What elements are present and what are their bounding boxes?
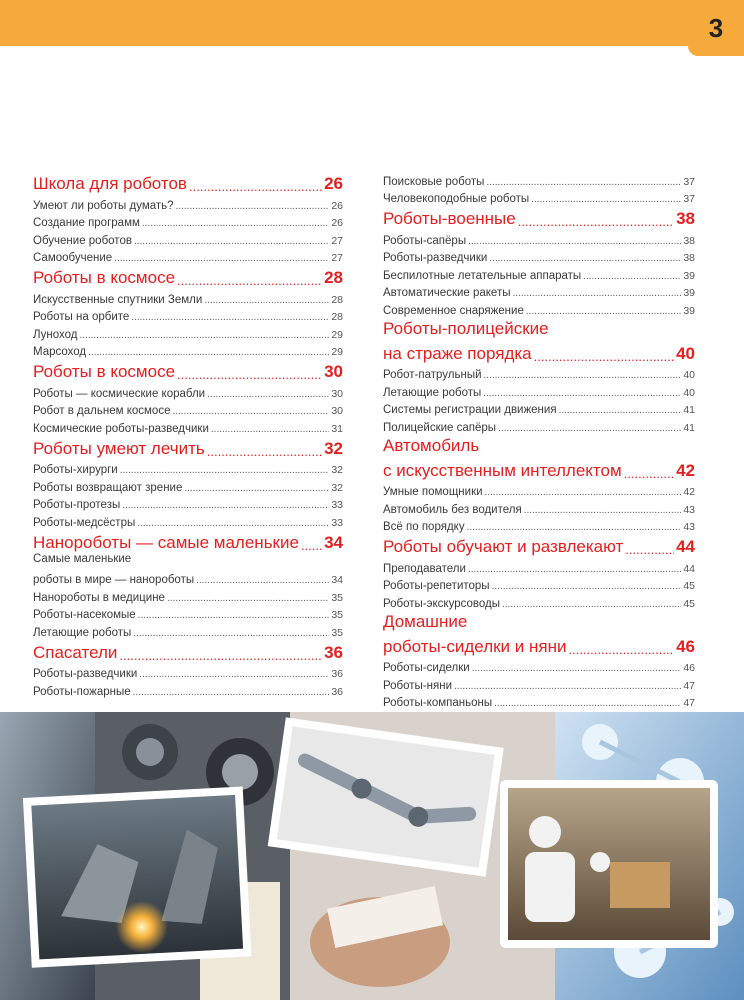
dot-leader [211, 424, 329, 435]
toc-heading-line: Самые маленькие [33, 552, 132, 565]
toc-subsection-entry [33, 212, 343, 230]
toc-entry-page: 43 [683, 503, 695, 516]
toc-entry-page: 28 [324, 268, 343, 287]
toc-right-column [383, 170, 695, 709]
toc-subsection-entry [33, 604, 343, 622]
toc-entry-page: 34 [331, 574, 343, 586]
dot-leader [204, 295, 329, 306]
toc-entry-title: Нанороботы в медицине [33, 591, 165, 604]
toc-entry-title: Поисковые роботы [383, 175, 485, 188]
dot-leader [526, 306, 681, 317]
toc-entry-title: Роботы-компаньоны [383, 697, 493, 709]
toc-entry-page: 40 [683, 369, 695, 381]
toc-entry-title: на страже порядка [383, 343, 532, 363]
toc-entry-title: Автомобиль без водителя [383, 503, 522, 516]
dot-leader [138, 610, 330, 621]
photo-factory-welding [23, 786, 252, 967]
toc-entry-title: Системы регистрации движения [383, 404, 557, 416]
toc-subsection-entry [383, 381, 695, 399]
toc-entry-title: с искусственным интеллектом [383, 460, 622, 480]
toc-entry-title: Роботы возвращают зрение [33, 481, 183, 494]
dot-leader [454, 681, 681, 692]
toc-entry-page: 46 [676, 636, 695, 656]
toc-entry-title: Летающие роботы [33, 626, 132, 639]
toc-subsection-entry [383, 498, 695, 516]
toc-entry-page: 44 [676, 537, 695, 556]
toc-section-entry [33, 360, 343, 382]
toc-subsection-entry [383, 299, 695, 317]
toc-section-entry [383, 535, 695, 557]
toc-entry-title: Роботы-пожарные [33, 685, 131, 698]
dot-leader [486, 177, 681, 188]
toc-entry-page: 45 [683, 597, 695, 610]
toc-subsection-entry [33, 306, 343, 324]
toc-entry-page: 32 [331, 464, 343, 476]
toc-subsection-entry [33, 663, 343, 681]
toc-section-entry [33, 266, 343, 288]
toc-entry-title: Беспилотные летательные аппараты [383, 269, 582, 282]
toc-subsection-entry [383, 575, 695, 593]
dot-leader [139, 669, 329, 680]
dot-leader [120, 465, 330, 476]
toc-entry-page: 47 [683, 679, 695, 692]
toc-subsection-entry [33, 586, 343, 604]
toc-subsection-entry [33, 511, 343, 529]
toc-entry-title: Робот-патрульный [383, 369, 482, 381]
page-number: 3 [708, 12, 724, 43]
dot-leader [189, 179, 322, 194]
toc-entry-page: 36 [331, 685, 343, 698]
toc-subsection-entry [33, 459, 343, 477]
toc-subsection-entry [33, 229, 343, 247]
toc-entry-page: 28 [331, 311, 343, 323]
toc-entry-title: Роботы-сиделки [383, 662, 470, 674]
toc-entry-title: Автоматические ракеты [383, 287, 511, 299]
toc-entry-page: 40 [676, 343, 695, 363]
dot-leader [131, 312, 329, 323]
toc-subsection-entry [383, 170, 695, 188]
toc-entry-title: Полицейские сапёры [383, 421, 497, 434]
toc-entry-page: 38 [683, 234, 695, 247]
toc-entry-page: 26 [331, 199, 343, 212]
toc-entry-title: Нанороботы — самые маленькие [33, 532, 299, 552]
toc-entry-title: Луноход [33, 328, 78, 341]
dot-leader [172, 406, 329, 417]
toc-entry-page: 35 [331, 591, 343, 604]
toc-subsection-entry [383, 657, 695, 675]
toc-entry-page: 39 [683, 304, 695, 317]
toc-entry-page: 36 [324, 642, 343, 662]
toc-entry-page: 44 [683, 562, 695, 575]
toc-subsection-entry [33, 288, 343, 306]
toc-subsection-entry [383, 282, 695, 300]
toc-section-entry [383, 635, 695, 657]
dot-leader [489, 253, 681, 264]
toc-entry-title: Робот в дальнем космосе [33, 405, 171, 417]
toc-entry-title: Самообучение [33, 252, 113, 264]
toc-entry-page: 41 [683, 404, 695, 416]
toc-subsection-entry [383, 592, 695, 610]
dot-leader [142, 218, 329, 229]
toc-entry-title: Роботы-протезы [33, 499, 121, 511]
toc-section-entry [383, 459, 695, 481]
dot-leader [122, 500, 329, 511]
toc-subsection-entry [383, 247, 695, 265]
toc-left-column [33, 170, 343, 698]
top-orange-bar [0, 0, 688, 46]
toc-entry-title: Спасатели [33, 642, 118, 662]
toc-subsection-entry [383, 399, 695, 417]
toc-entry-title: Роботы — космические корабли [33, 387, 206, 400]
toc-entry-title: Роботы-военные [383, 209, 516, 228]
dot-leader [484, 370, 682, 381]
toc-entry-title: Роботы-экскурсоводы [383, 597, 500, 610]
toc-subsection-entry [33, 417, 343, 435]
toc-entry-page: 27 [331, 252, 343, 264]
dot-leader [583, 271, 681, 282]
page-number-tab [688, 0, 744, 56]
toc-section-entry [33, 172, 343, 194]
toc-entry-page: 36 [331, 668, 343, 680]
toc-entry-page: 46 [683, 662, 695, 674]
toc-subsection-entry [33, 400, 343, 418]
toc-entry-title: Роботы обучают и развлекают [383, 537, 624, 556]
toc-entry-title: Роботы-хирурги [33, 464, 118, 476]
toc-entry-page: 26 [324, 174, 343, 193]
dot-leader [518, 214, 674, 229]
toc-entry-title: Роботы-медсёстры [33, 516, 136, 529]
toc-subsection-entry [383, 481, 695, 499]
dot-leader [177, 273, 322, 288]
toc-entry-page: 47 [683, 697, 695, 709]
dot-leader [624, 466, 674, 481]
toc-entry-title: Человекоподобные роботы [383, 193, 530, 205]
toc-entry-page: 34 [324, 532, 343, 552]
toc-section-entry [33, 641, 343, 663]
dot-leader [301, 538, 322, 553]
toc-entry-page: 41 [683, 421, 695, 434]
toc-entry-page: 29 [331, 328, 343, 341]
dot-leader [207, 444, 322, 459]
toc-entry-title: Космические роботы-разведчики [33, 422, 209, 435]
toc-entry-title: Роботы умеют лечить [33, 438, 205, 458]
toc-subsection-entry [33, 494, 343, 512]
toc-entry-page: 32 [324, 438, 343, 458]
dot-leader [468, 564, 681, 575]
toc-entry-page: 30 [331, 405, 343, 417]
toc-entry-title: Роботы-насекомые [33, 609, 136, 621]
toc-entry-title: Роботы на орбите [33, 311, 130, 323]
toc-entry-title: Роботы в космосе [33, 268, 176, 287]
toc-entry-title: Роботы в космосе [33, 362, 176, 381]
toc-entry-page: 27 [331, 234, 343, 247]
dot-leader [559, 405, 682, 416]
toc-subsection-entry [33, 621, 343, 639]
toc-entry-page: 26 [331, 217, 343, 229]
toc-section-entry [383, 342, 695, 364]
toc-entry-page: 33 [331, 499, 343, 511]
toc-entry-title: Создание программ [33, 217, 140, 229]
dot-leader [485, 487, 682, 498]
toc-entry-page: 29 [331, 346, 343, 358]
toc-entry-page: 30 [324, 362, 343, 381]
toc-section-entry [33, 437, 343, 459]
toc-entry-page: 35 [331, 626, 343, 639]
toc-entry-title: Роботы-разведчики [383, 252, 488, 264]
toc-entry-page: 42 [676, 460, 695, 480]
toc-entry-title: Роботы-разведчики [33, 668, 138, 680]
toc-subsection-entry [383, 264, 695, 282]
dot-leader [177, 367, 322, 382]
toc-entry-page: 30 [331, 387, 343, 400]
dot-leader [167, 593, 329, 604]
dot-leader [137, 518, 329, 529]
dot-leader [531, 194, 681, 205]
dot-leader [472, 663, 682, 674]
dot-leader [207, 389, 329, 400]
dot-leader [468, 236, 681, 247]
dot-leader [80, 330, 330, 341]
toc-entry-page: 45 [683, 580, 695, 592]
dot-leader [184, 483, 329, 494]
toc-entry-page: 33 [331, 516, 343, 529]
toc-subsection-entry [383, 516, 695, 534]
toc-entry-page: 31 [331, 422, 343, 435]
toc-entry-title: Умные помощники [383, 486, 483, 498]
dot-leader [534, 349, 674, 364]
toc-entry-title: Роботы-репетиторы [383, 580, 490, 592]
toc-entry-page: 42 [683, 486, 695, 498]
dot-leader [524, 505, 682, 516]
robot-photo-collage [0, 712, 744, 1000]
toc-entry-page: 28 [331, 293, 343, 306]
dot-leader [498, 423, 681, 434]
dot-leader [512, 288, 681, 299]
toc-entry-page: 37 [683, 175, 695, 188]
toc-subsection-entry [33, 194, 343, 212]
toc-subsection-entry [383, 674, 695, 692]
dot-leader [196, 575, 329, 586]
toc-entry-title: Марсоход [33, 346, 87, 358]
dot-leader [134, 236, 329, 247]
toc-entry-title: роботы в мире — нанороботы [33, 574, 195, 586]
toc-subsection-entry [33, 476, 343, 494]
toc-subsection-entry [33, 341, 343, 359]
toc-entry-title: Преподаватели [383, 562, 466, 575]
toc-section-entry [383, 207, 695, 229]
toc-entry-title: Современное снаряжение [383, 304, 524, 317]
toc-subsection-entry [383, 416, 695, 434]
toc-entry-title: роботы-сиделки и няни [383, 636, 567, 656]
toc-heading-line: Автомобиль [383, 435, 480, 455]
toc-heading-line: Роботы-полицейские [383, 318, 549, 338]
toc-entry-page: 38 [676, 209, 695, 228]
toc-entry-page: 39 [683, 269, 695, 282]
toc-subsection-entry [33, 569, 343, 587]
dot-leader [176, 201, 330, 212]
toc-subsection-entry [33, 323, 343, 341]
dot-leader [467, 522, 682, 533]
toc-entry-title: Летающие роботы [383, 386, 482, 399]
toc-entry-page: 37 [683, 193, 695, 205]
dot-leader [492, 581, 682, 592]
dot-leader [502, 599, 681, 610]
toc-subsection-entry [33, 680, 343, 698]
toc-entry-page: 40 [683, 386, 695, 399]
illustration-strip [0, 712, 744, 1000]
toc-entry-title: Роботы-сапёры [383, 234, 467, 247]
toc-entry-page: 35 [331, 609, 343, 621]
toc-subsection-entry [383, 188, 695, 206]
toc-entry-title: Всё по порядку [383, 521, 465, 533]
dot-leader [114, 253, 329, 264]
toc-entry-page: 32 [331, 481, 343, 494]
toc-section-entry [33, 531, 343, 553]
dot-leader [119, 648, 322, 663]
dot-leader [568, 642, 674, 657]
toc-subsection-entry [33, 382, 343, 400]
photo-humanoid-warehouse [500, 780, 718, 948]
toc-entry-page: 43 [683, 521, 695, 533]
toc-entry-title: Обучение роботов [33, 234, 132, 247]
dot-leader [133, 687, 330, 698]
toc-entry-title: Роботы-няни [383, 679, 453, 692]
toc-subsection-entry [383, 229, 695, 247]
dot-leader [483, 388, 681, 399]
toc-entry-title: Умеют ли роботы думать? [33, 199, 174, 212]
toc-subsection-entry [383, 557, 695, 575]
toc-subsection-entry [383, 692, 695, 710]
dot-leader [625, 542, 674, 557]
dot-leader [88, 347, 329, 358]
toc-entry-title: Искусственные спутники Земли [33, 293, 203, 306]
toc-entry-page: 39 [683, 287, 695, 299]
dot-leader [494, 698, 681, 709]
dot-leader [133, 628, 329, 639]
toc-heading-line: Домашние [383, 611, 468, 631]
toc-entry-title: Школа для роботов [33, 174, 187, 193]
toc-subsection-entry [33, 247, 343, 265]
toc-entry-page: 38 [683, 252, 695, 264]
toc-subsection-entry [383, 364, 695, 382]
